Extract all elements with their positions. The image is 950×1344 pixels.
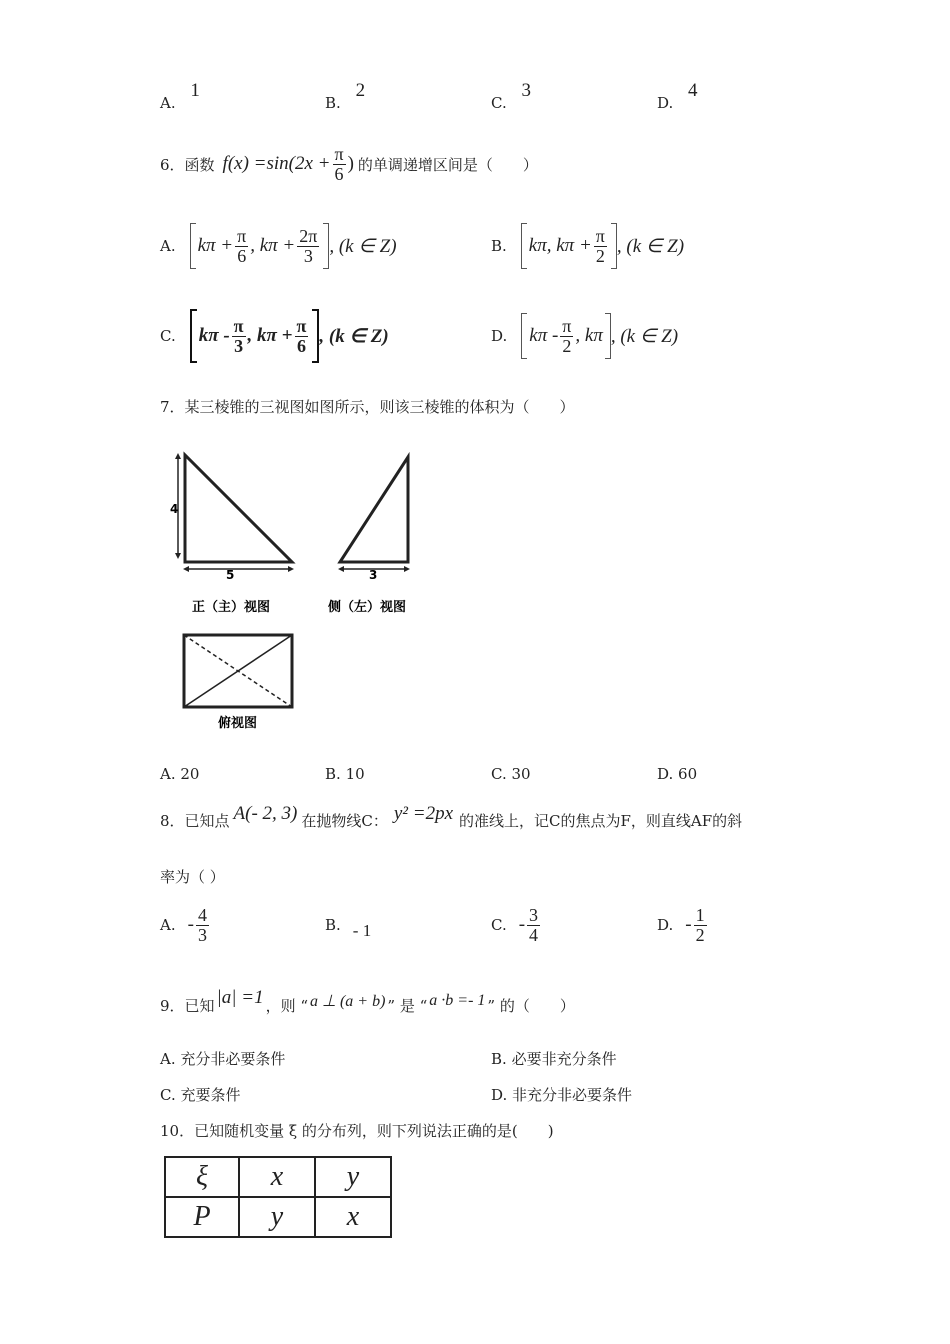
q5-option-d: D. 4 (657, 80, 698, 112)
front-view-caption: 正（主）视图 (192, 600, 271, 615)
table-cell: P (165, 1197, 239, 1237)
q9-expr2: a ·b =- 1 (429, 992, 486, 1009)
q8-option-d: D. - $\frac{1}{2}$ (657, 904, 705, 945)
table-cell: x (239, 1157, 315, 1197)
q8-parabola: y² =2px (393, 803, 454, 824)
q6-option-d: D. kπ - $\frac{\pi}{2}$ , kπ , (k ∈ Z) (491, 312, 678, 360)
q8-option-a: A. - $\frac{4}{3}$ (160, 904, 207, 945)
q8-option-c: C. - $\frac{3}{4}$ (491, 904, 539, 945)
q7-option-d: D. 60 (657, 765, 698, 783)
table-cell: ξ (165, 1157, 239, 1197)
q8-stem: 8．已知点 A(- 2, 3) 在抛物线C： y² =2px 的准线上，记C的焦点为F，则直线AF的斜 (160, 803, 743, 830)
front-view-diagram (175, 453, 294, 572)
q8-point: A(- 2, 3) (233, 803, 298, 824)
q7-option-a: A. 20 (160, 765, 200, 783)
q5-option-b: B. 2 (325, 80, 366, 112)
q6-option-a: A. kπ + $\frac{\pi}{6}$ , kπ + $\frac{2\pi}{3}$ , (k ∈ Z) (160, 222, 397, 270)
q9-option-d: D. 非充分非必要条件 (491, 1086, 633, 1104)
table-row (165, 1157, 391, 1197)
q9-condition: |a| =1 (216, 987, 264, 1008)
table-cell: y (315, 1157, 391, 1197)
q7-option-b: B. 10 (325, 765, 365, 783)
front-height-label: 4 (170, 502, 179, 516)
q5-option-a: A. 1 (160, 80, 200, 112)
q6-option-c: C. kπ - $\frac{\pi}{3}$ , kπ + $\frac{\pi}{6}$ , (k ∈ Z) (160, 310, 389, 362)
q5-option-c: C. 3 (491, 80, 531, 112)
q6-option-b: B. kπ, kπ + $\frac{\pi}{2}$ , (k ∈ Z) (491, 222, 684, 270)
q9-option-c: C. 充要条件 (160, 1086, 241, 1104)
q7-three-views-figure (160, 445, 430, 745)
q9-expr1: a ⊥ (a + b) (310, 993, 386, 1010)
side-width-label: 3 (369, 568, 378, 582)
top-view-diagram (184, 635, 292, 707)
q6-function: f(x) =sin(2x + (222, 153, 331, 174)
side-view-diagram (338, 457, 410, 572)
top-view-caption: 俯视图 (218, 716, 258, 731)
table-cell: x (315, 1197, 391, 1237)
q7-stem: 7．某三棱锥的三视图如图所示，则该三棱锥的体积为（ ） (160, 398, 575, 416)
table-row (165, 1197, 391, 1237)
side-view-caption: 侧（左）视图 (328, 600, 407, 615)
q6-stem: 6．函数 f(x) =sin(2x + $\frac{\pi}{6}$ ) 的单调递增区间是（ ） (160, 143, 538, 184)
q8-stem-line2: 率为（ ） (160, 868, 225, 886)
table-cell: y (239, 1197, 315, 1237)
q9-option-b: B. 必要非充分条件 (491, 1050, 617, 1068)
front-width-label: 5 (226, 568, 235, 582)
q9-option-a: A. 充分非必要条件 (160, 1050, 286, 1068)
q7-option-c: C. 30 (491, 765, 531, 783)
q10-distribution-table (164, 1156, 392, 1238)
q9-stem: 9．已知 |a| =1 ，则 “ a ⊥ (a + b) ” 是 “ a ·b =- 1 ” 的（ ） (160, 987, 575, 1015)
q8-option-b: B. - 1 (325, 916, 372, 940)
q10-stem: 10．已知随机变量 ξ 的分布列，则下列说法正确的是( ) (160, 1122, 554, 1140)
